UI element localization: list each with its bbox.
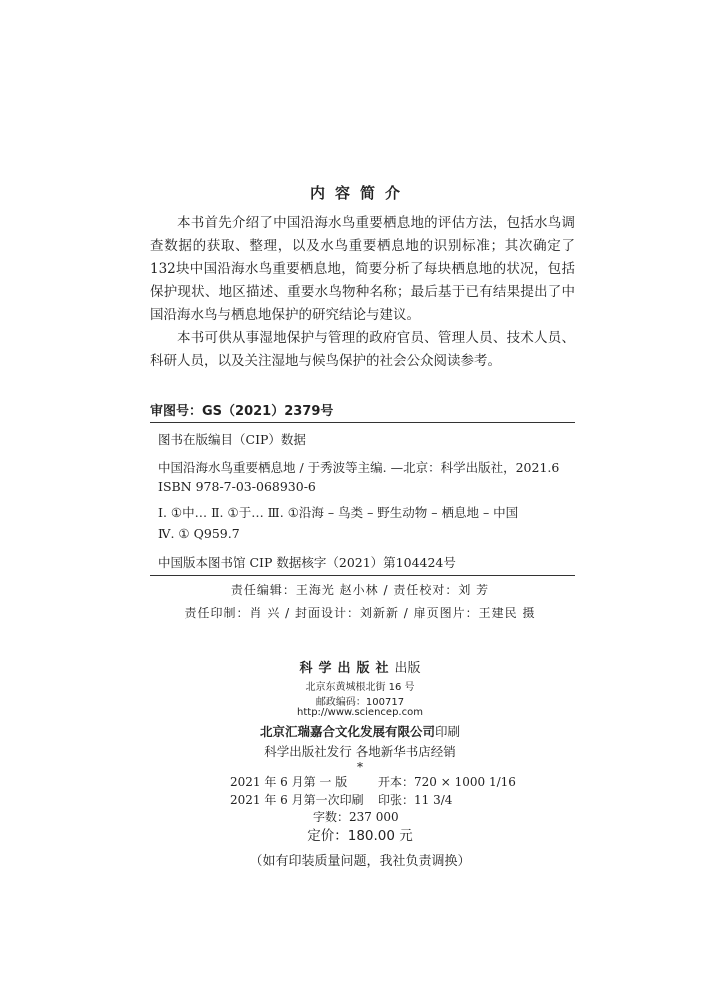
print-sheets: 印张：11 3/4 xyxy=(378,793,453,807)
price-label: 定价： xyxy=(307,828,348,844)
publisher-line xyxy=(0,657,720,676)
separator-asterisk: * xyxy=(357,760,363,774)
publisher-address: 北京东黄城根北街 16 号 xyxy=(305,682,415,693)
printing-row xyxy=(230,791,453,808)
divider-bottom xyxy=(150,575,575,576)
summary-paragraph-1: 本书首先介绍了中国沿海水鸟重要栖息地的评估方法，包括水鸟调查数据的获取、整理，以及水鸟重要栖息地的识别标准；其次确定了132块中国沿海水鸟重要栖息地，简要分析了每块栖息地的状况，包括保护现状、地区描述、重要水鸟物种名称；最后基于已有结果提出了中国沿海水鸟与栖息地保护的研究结论与建议。 xyxy=(150,215,575,323)
cip-subject-line: Ⅰ. ①中… Ⅱ. ①于… Ⅲ. ①沿海 – 鸟类 – 野生动物 – 栖息地 – 中国 xyxy=(158,505,519,520)
distribution-line: 科学出版社发行 各地新华书店经销 xyxy=(264,744,456,759)
publisher-name: 科学出版社 xyxy=(299,661,395,676)
map-approval-number: 审图号：GS（2021）2379号 xyxy=(150,404,334,419)
printer-name: 北京汇瑞嘉合文化发展有限公司 xyxy=(259,724,435,739)
printing-date: 2021 年 6 月第一次印刷 xyxy=(230,793,364,807)
edition-row xyxy=(230,773,516,790)
price-value: 180.00 元 xyxy=(347,828,413,844)
cip-classification: Ⅳ. ① Q959.7 xyxy=(158,526,240,541)
cip-isbn: ISBN 978-7-03-068930-6 xyxy=(158,479,316,494)
printer-line xyxy=(0,722,720,740)
divider-top xyxy=(150,422,575,423)
cip-title: 图书在版编目（CIP）数据 xyxy=(158,432,306,447)
cip-record-number: 中国版本图书馆 CIP 数据核字（2021）第104424号 xyxy=(158,555,456,570)
word-count: 字数：237 000 xyxy=(313,810,399,824)
quality-notice: （如有印装质量问题，我社负责调换） xyxy=(249,854,471,869)
cip-bibliographic-line: 中国沿海水鸟重要栖息地 / 于秀波等主编. —北京：科学出版社，2021.6 xyxy=(158,460,560,475)
staff-editors: 责任编辑：王海光 赵小林 / 责任校对：刘 芳 xyxy=(230,583,490,597)
publisher-suffix: 出版 xyxy=(394,661,421,676)
format-size: 开本：720 × 1000 1/16 xyxy=(378,775,516,789)
publisher-url: http://www.sciencep.com xyxy=(297,707,423,718)
printer-suffix: 印刷 xyxy=(435,724,461,739)
price-line xyxy=(0,824,720,844)
publisher-postcode: 邮政编码：100717 xyxy=(315,697,405,708)
edition-date: 2021 年 6 月第 一 版 xyxy=(230,775,348,789)
summary-title: 内容简介 xyxy=(309,184,410,202)
summary-paragraph-2: 本书可供从事湿地保护与管理的政府官员、管理人员、技术人员、科研人员，以及关注湿地与候鸟保护的社会公众阅读参考。 xyxy=(150,330,575,369)
staff-production: 责任印制：肖 兴 / 封面设计：刘新新 / 扉页图片：王建民 摄 xyxy=(184,606,536,620)
